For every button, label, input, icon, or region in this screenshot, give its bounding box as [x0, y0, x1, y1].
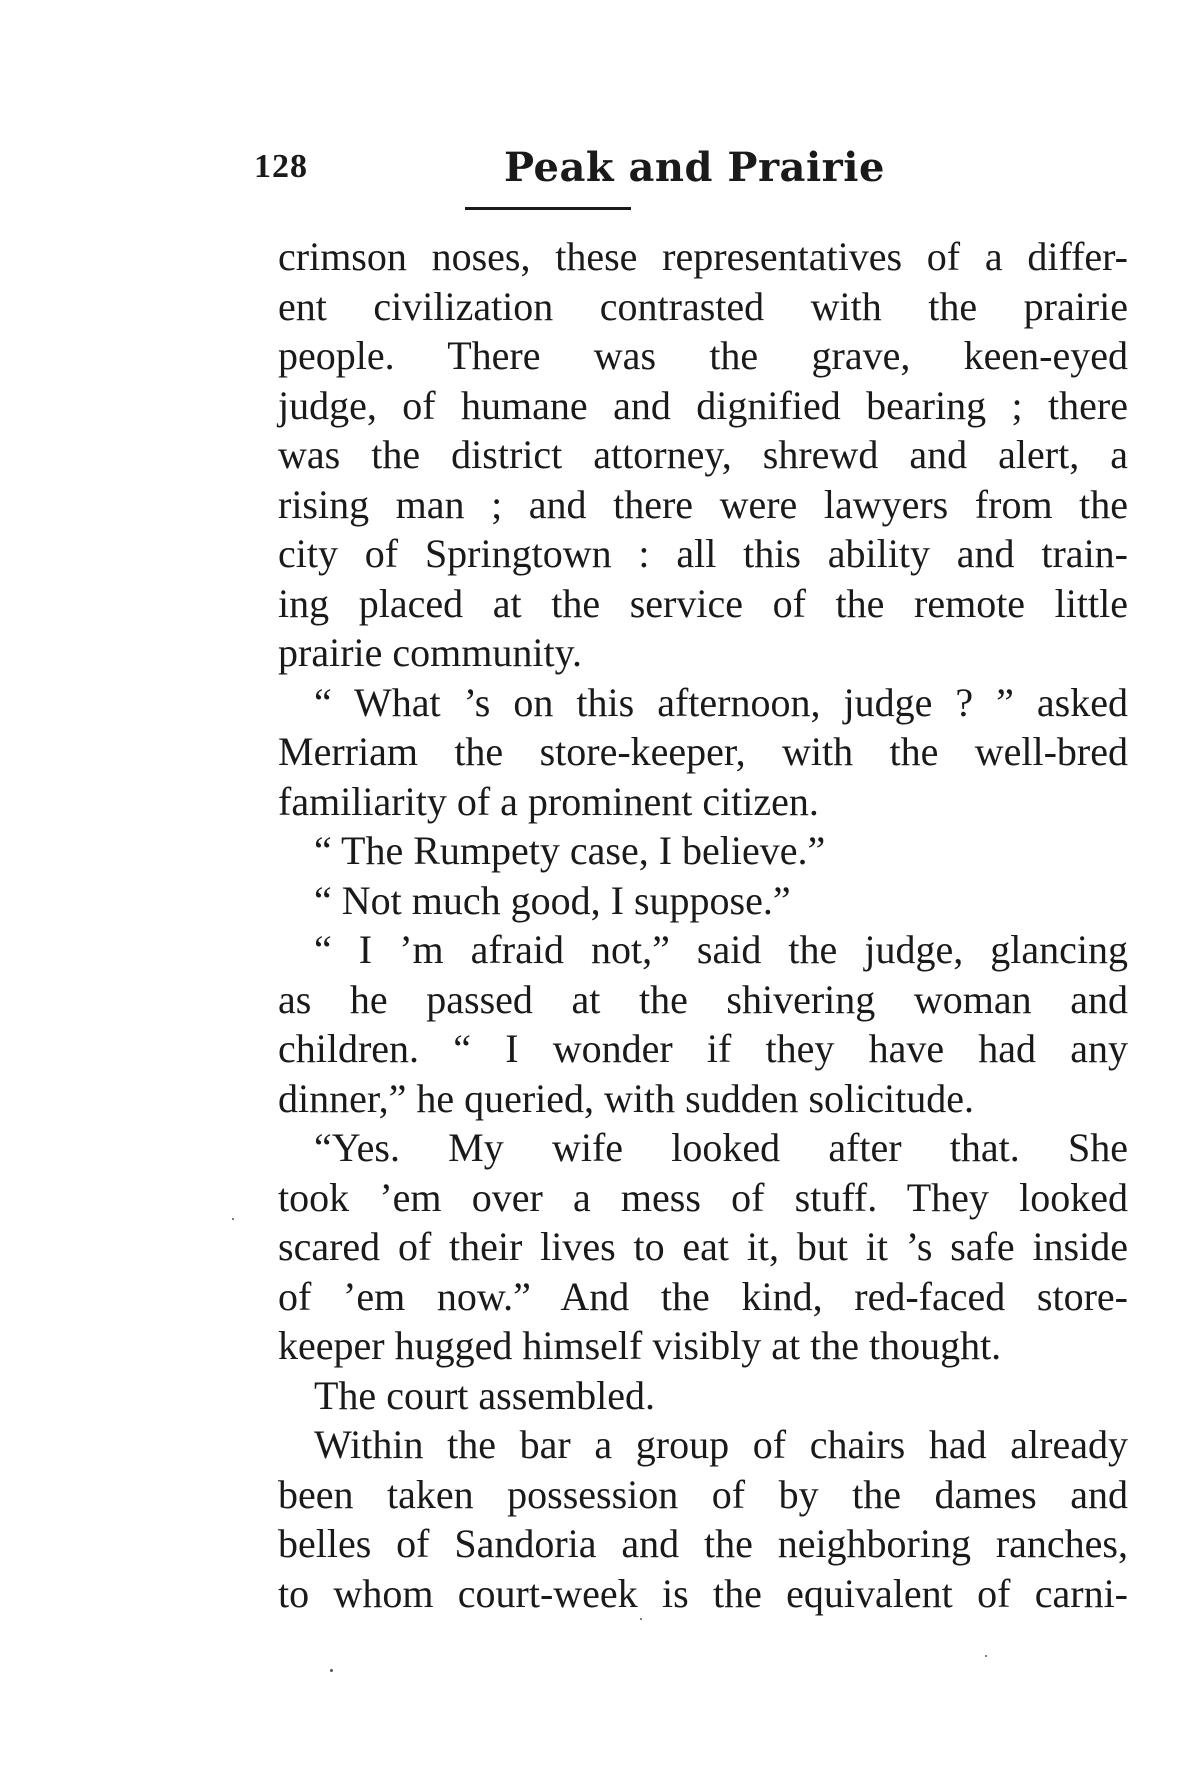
- print-speck: [330, 1669, 333, 1672]
- text-line: “ I ’m afraid not,” said the judge, glancing: [314, 927, 1128, 972]
- print-speck: [985, 1655, 987, 1657]
- text-line: “Yes. My wife looked after that. She: [314, 1125, 1128, 1170]
- text-line: dinner,” he queried, with sudden solicitude.: [278, 1075, 974, 1121]
- print-speck: [640, 1618, 642, 1620]
- text-line: as he passed at the shivering woman and: [278, 976, 1128, 1022]
- text-line: belles of Sandoria and the neighboring ranches,: [278, 1521, 1128, 1566]
- text-line: The court assembled.: [314, 1372, 655, 1418]
- header-rule: [465, 207, 631, 210]
- text-line: “ What ’s on this afternoon, judge ? ” asked: [314, 679, 1128, 725]
- text-line: of ’em now.” And the kind, red-faced store-: [278, 1273, 1128, 1319]
- text-line: was the district attorney, shrewd and alert, a: [278, 432, 1128, 477]
- text-line: to whom court-week is the equivalent of carni-: [278, 1570, 1128, 1616]
- text-line: rising man ; and there were lawyers from the: [278, 481, 1128, 527]
- text-line: crimson noses, these representatives of a differ-: [278, 234, 1128, 279]
- text-line: scared of their lives to eat it, but it ’s safe inside: [278, 1224, 1128, 1269]
- text-line: ing placed at the service of the remote little: [278, 580, 1128, 626]
- text-line: been taken possession of by the dames and: [278, 1471, 1128, 1517]
- text-line: keeper hugged himself visibly at the thought.: [278, 1323, 1002, 1368]
- body-text: [278, 232, 1128, 1618]
- text-line: familiarity of a prominent citizen.: [278, 778, 819, 824]
- text-line: “ The Rumpety case, I believe.”: [314, 828, 826, 873]
- text-line: Within the bar a group of chairs had already: [314, 1422, 1128, 1467]
- text-line: “ Not much good, I suppose.”: [314, 877, 791, 923]
- text-line: ent civilization contrasted with the prairie: [278, 283, 1128, 329]
- running-title: Peak and Prairie: [504, 144, 885, 191]
- text-line: Merriam the store-keeper, with the well-bred: [278, 729, 1128, 774]
- text-line: prairie community.: [278, 630, 582, 675]
- running-head: [254, 144, 954, 208]
- print-speck: [232, 1218, 234, 1220]
- text-line: children. “ I wonder if they have had any: [278, 1026, 1128, 1071]
- text-line: city of Springtown : all this ability and train-: [278, 531, 1128, 576]
- page-number: 128: [254, 148, 308, 185]
- text-line: judge, of humane and dignified bearing ; there: [278, 382, 1128, 428]
- text-line: took ’em over a mess of stuff. They looked: [278, 1174, 1128, 1220]
- text-line: people. There was the grave, keen-eyed: [278, 333, 1128, 378]
